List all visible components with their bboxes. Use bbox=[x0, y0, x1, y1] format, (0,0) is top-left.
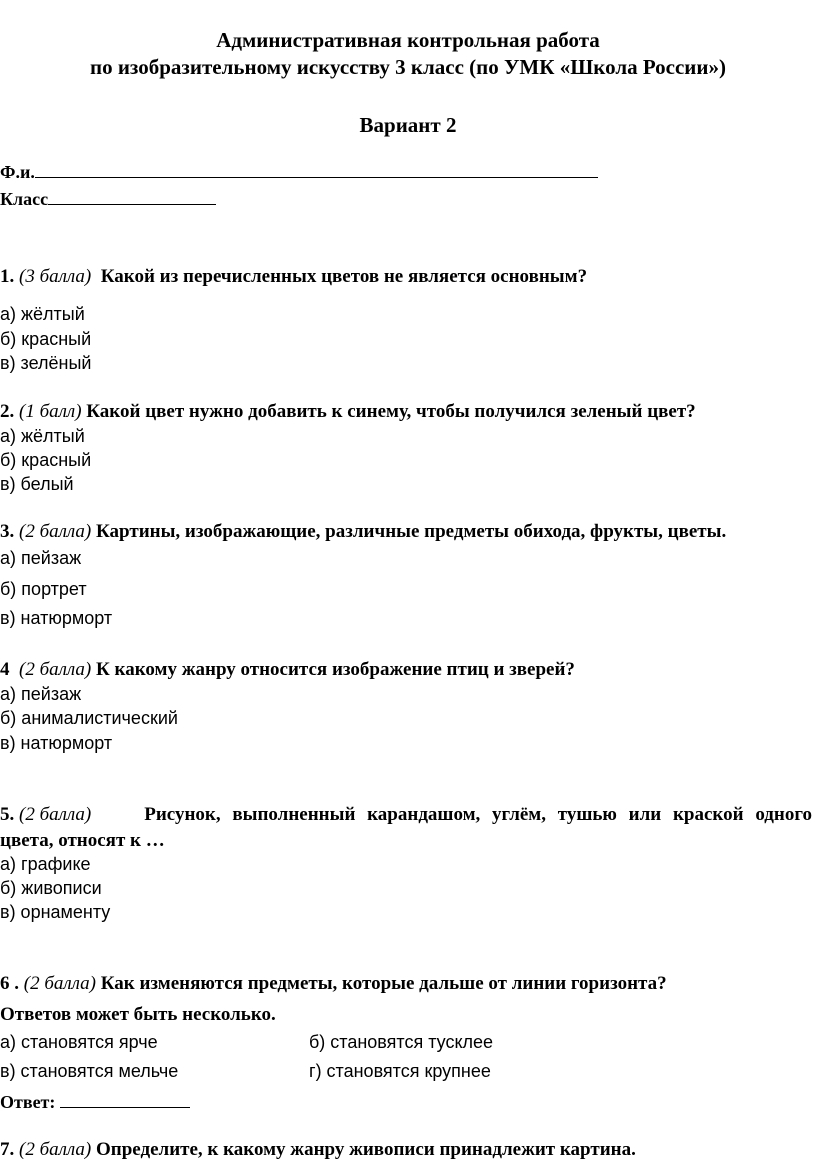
answer-label: Ответ: bbox=[0, 1092, 56, 1112]
question-number: 2. bbox=[0, 401, 15, 422]
question-number: 7. bbox=[0, 1139, 15, 1160]
option-item[interactable]: в) белый bbox=[0, 474, 74, 494]
question-number: 3. bbox=[0, 521, 15, 542]
page-title: Административная контрольная работа bbox=[216, 28, 600, 52]
option-item[interactable]: г) становятся крупнее bbox=[309, 1061, 491, 1081]
question-points: (2 балла) bbox=[19, 1139, 92, 1160]
fio-line bbox=[35, 163, 598, 178]
question-5-continued bbox=[0, 830, 165, 852]
option-item[interactable]: б) становятся тусклее bbox=[309, 1032, 494, 1052]
option-item[interactable]: в) натюрморт bbox=[0, 608, 113, 628]
question-text: Какой цвет нужно добавить к синему, чтобы получился зеленый цвет? bbox=[86, 401, 696, 422]
question-text: Определите, к какому жанру живописи принадлежит картина. bbox=[96, 1139, 636, 1160]
question-2 bbox=[0, 401, 696, 423]
option-item[interactable]: в) натюрморт bbox=[0, 733, 113, 753]
question-points: (3 балла) bbox=[19, 266, 92, 287]
question-3 bbox=[0, 521, 726, 543]
option-item[interactable]: а) жёлтый bbox=[0, 304, 85, 324]
fio-label: Ф.и. bbox=[0, 162, 35, 182]
question-4 bbox=[0, 659, 575, 681]
question-1 bbox=[0, 266, 587, 288]
variant-heading: Вариант 2 bbox=[359, 113, 457, 137]
question-points: (2 балла) bbox=[19, 659, 92, 680]
option-item[interactable]: а) жёлтый bbox=[0, 426, 85, 446]
question-5 bbox=[0, 804, 812, 826]
question-points: (2 балла) bbox=[19, 804, 92, 825]
question-6 bbox=[0, 973, 667, 995]
option-item[interactable]: б) красный bbox=[0, 450, 92, 470]
option-item[interactable]: а) графике bbox=[0, 854, 91, 874]
class-label: Класс bbox=[0, 189, 49, 209]
question-text: Рисунок, выполненный карандашом, углём, тушью или краской одного bbox=[144, 804, 812, 825]
question-text: К какому жанру относится изображение птиц и зверей? bbox=[96, 659, 575, 680]
fio-field[interactable] bbox=[0, 162, 598, 183]
answer-field[interactable] bbox=[0, 1092, 190, 1113]
question-points: (2 балла) bbox=[19, 521, 92, 542]
option-item[interactable]: а) пейзаж bbox=[0, 684, 82, 704]
option-item[interactable]: а) становятся ярче bbox=[0, 1032, 158, 1052]
class-line bbox=[48, 190, 216, 205]
option-item[interactable]: б) красный bbox=[0, 329, 92, 349]
question-text: Какой из перечисленных цветов не является основным? bbox=[100, 266, 588, 287]
question-number: 4 bbox=[0, 659, 10, 680]
question-points: (2 балла) bbox=[23, 973, 97, 994]
option-item[interactable]: в) становятся мельче bbox=[0, 1061, 179, 1081]
option-item[interactable]: б) живописи bbox=[0, 878, 102, 898]
page-subtitle: по изобразительному искусству 3 класс (по УМК «Школа России») bbox=[89, 55, 727, 79]
question-points: (1 балл) bbox=[19, 401, 82, 422]
question-note: Ответов может быть несколько. bbox=[0, 1004, 276, 1025]
question-number: 6 . bbox=[0, 973, 19, 994]
answer-line bbox=[60, 1093, 190, 1108]
class-field[interactable] bbox=[0, 189, 216, 210]
option-item[interactable]: в) зелёный bbox=[0, 353, 92, 373]
question-7 bbox=[0, 1139, 636, 1161]
option-item[interactable]: в) орнаменту bbox=[0, 902, 111, 922]
question-text: Как изменяются предметы, которые дальше от линии горизонта? bbox=[100, 973, 667, 994]
question-text: Картины, изображающие, различные предметы обихода, фрукты, цветы. bbox=[96, 521, 727, 542]
question-number: 5. bbox=[0, 804, 15, 825]
option-item[interactable]: б) анималистический bbox=[0, 708, 178, 728]
question-text: цвета, относят к … bbox=[0, 830, 165, 851]
question-number: 1. bbox=[0, 266, 15, 287]
option-item[interactable]: б) портрет bbox=[0, 579, 87, 599]
option-item[interactable]: а) пейзаж bbox=[0, 548, 82, 568]
